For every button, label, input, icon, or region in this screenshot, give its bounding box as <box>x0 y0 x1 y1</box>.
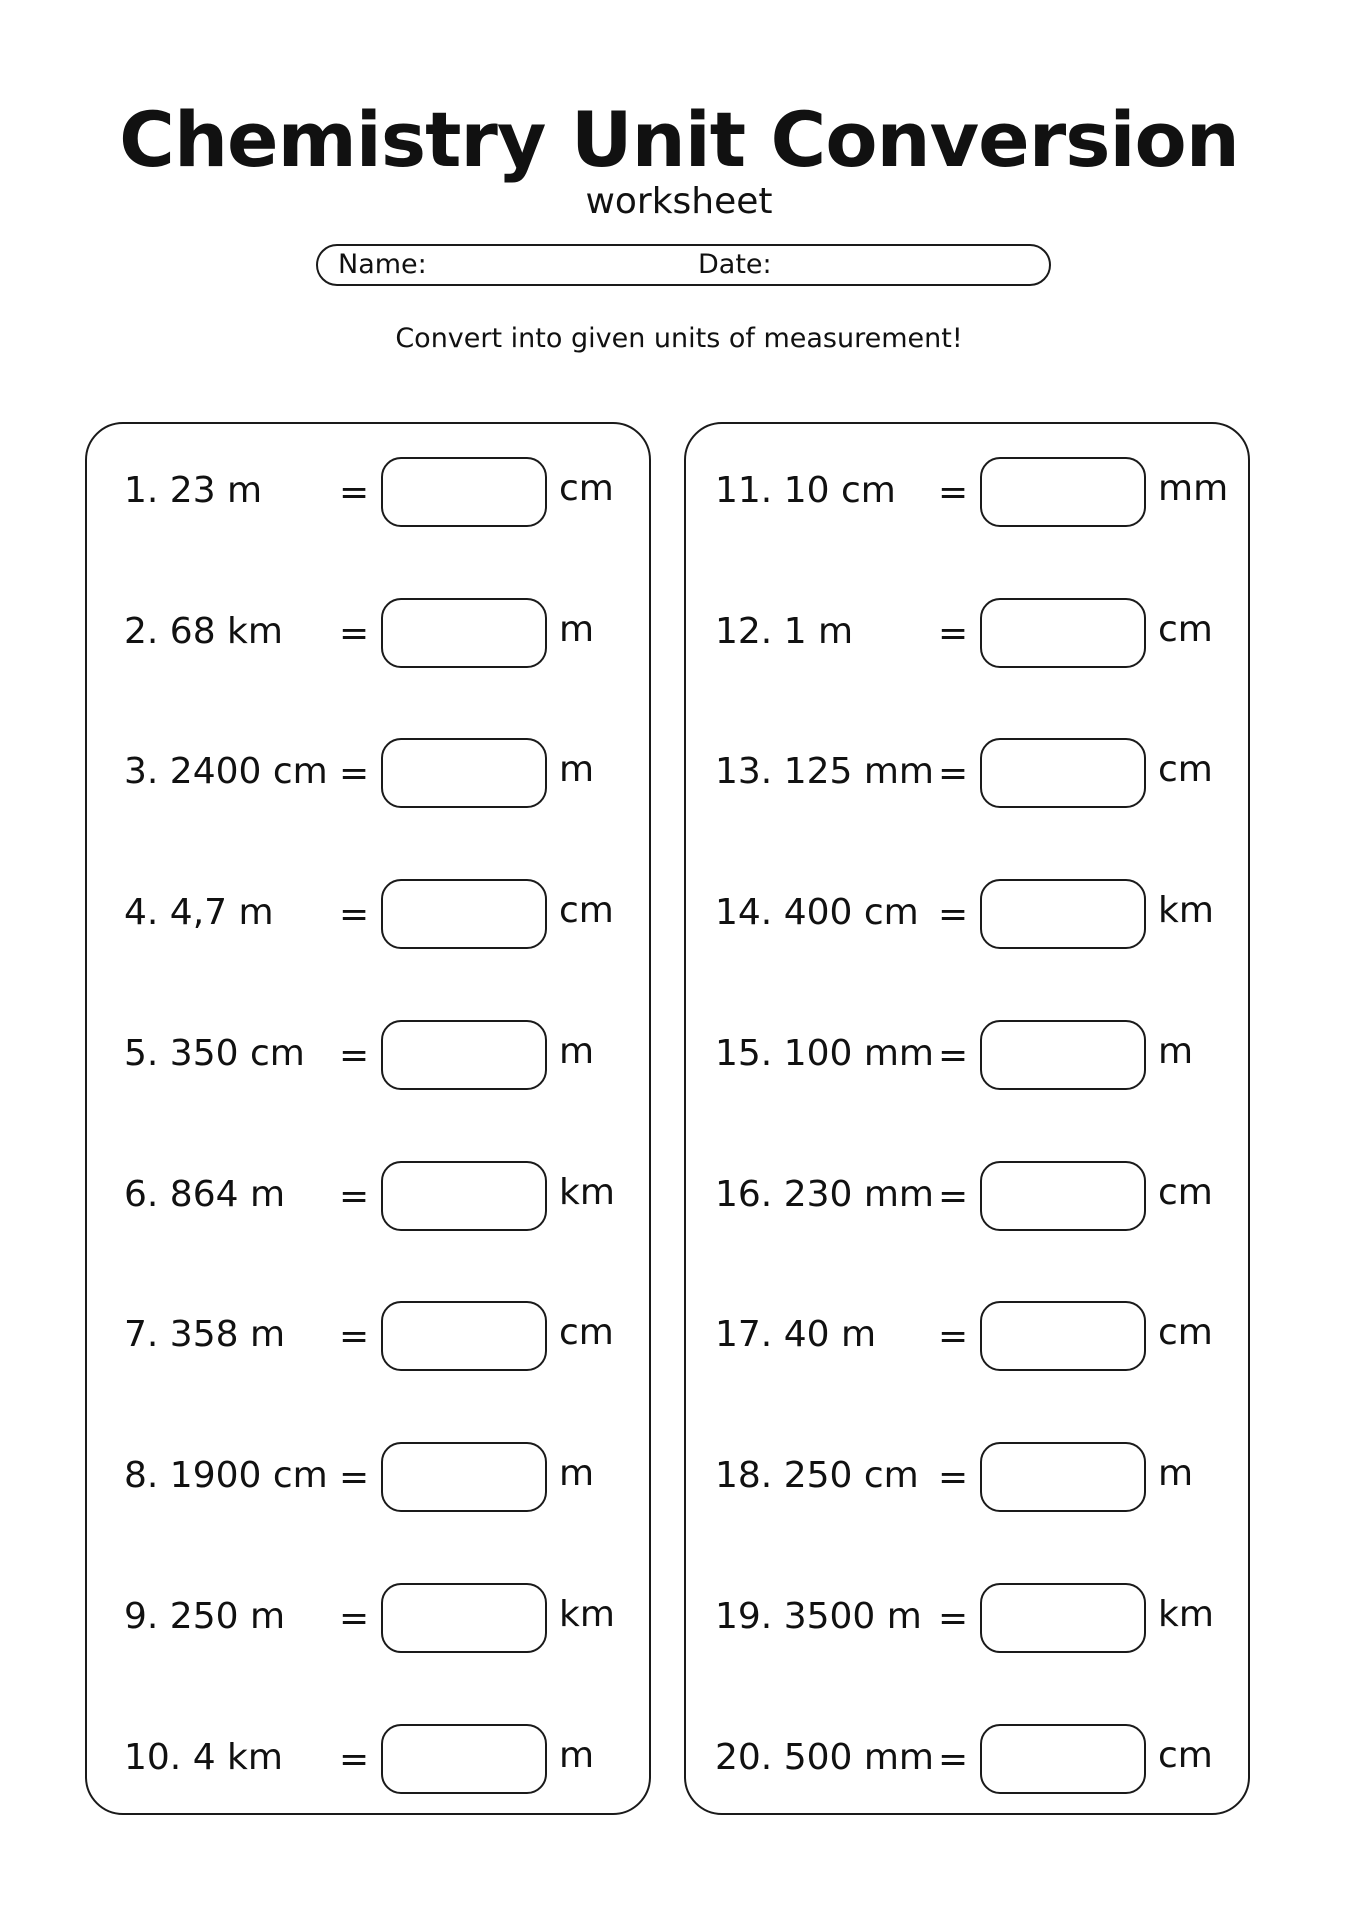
problem-question: 15. 100 mm <box>715 1033 934 1074</box>
target-unit: cm <box>559 468 614 509</box>
target-unit: cm <box>1158 1312 1213 1353</box>
problem-question: 10. 4 km <box>124 1737 283 1778</box>
problem-question: 20. 500 mm <box>715 1737 934 1778</box>
problem-row <box>87 1442 649 1512</box>
equals-sign: = <box>938 1598 969 1639</box>
problem-row <box>686 1583 1248 1653</box>
problem-row <box>686 879 1248 949</box>
answer-box[interactable] <box>381 1724 547 1794</box>
worksheet-title: Chemistry Unit Conversion <box>119 95 1239 184</box>
equals-sign: = <box>339 894 370 935</box>
problem-row <box>87 598 649 668</box>
date-label: Date: <box>698 249 772 280</box>
target-unit: cm <box>1158 1172 1213 1213</box>
answer-box[interactable] <box>980 1020 1146 1090</box>
problem-question: 14. 400 cm <box>715 892 919 933</box>
problem-question: 16. 230 mm <box>715 1174 934 1215</box>
target-unit: cm <box>1158 749 1213 790</box>
problem-question: 12. 1 m <box>715 611 854 652</box>
equals-sign: = <box>339 472 370 513</box>
equals-sign: = <box>938 1035 969 1076</box>
target-unit: mm <box>1158 468 1229 509</box>
answer-box[interactable] <box>381 457 547 527</box>
problem-row <box>87 1301 649 1371</box>
problem-row <box>87 1020 649 1090</box>
equals-sign: = <box>339 1035 370 1076</box>
problem-question: 17. 40 m <box>715 1314 877 1355</box>
problem-question: 1. 23 m <box>124 470 263 511</box>
problem-row <box>686 738 1248 808</box>
equals-sign: = <box>938 1176 969 1217</box>
problem-row <box>686 1161 1248 1231</box>
equals-sign: = <box>339 1316 370 1357</box>
problems-panel-left <box>85 422 651 1815</box>
target-unit: m <box>559 1453 595 1494</box>
equals-sign: = <box>339 1739 370 1780</box>
answer-box[interactable] <box>980 598 1146 668</box>
target-unit: m <box>559 1031 595 1072</box>
answer-box[interactable] <box>980 1724 1146 1794</box>
equals-sign: = <box>938 753 969 794</box>
worksheet-subtitle: worksheet <box>585 181 773 222</box>
answer-box[interactable] <box>381 879 547 949</box>
problem-row <box>686 598 1248 668</box>
problems-panel-right <box>684 422 1250 1815</box>
equals-sign: = <box>938 472 969 513</box>
problem-row <box>87 1583 649 1653</box>
problem-row <box>686 1724 1248 1794</box>
problem-question: 13. 125 mm <box>715 751 934 792</box>
answer-box[interactable] <box>381 1583 547 1653</box>
instruction-text: Convert into given units of measurement! <box>395 323 963 354</box>
problem-question: 19. 3500 m <box>715 1596 922 1637</box>
answer-box[interactable] <box>980 1161 1146 1231</box>
answer-box[interactable] <box>980 1583 1146 1653</box>
problem-question: 5. 350 cm <box>124 1033 305 1074</box>
target-unit: km <box>1158 1594 1214 1635</box>
problem-question: 2. 68 km <box>124 611 283 652</box>
equals-sign: = <box>938 1457 969 1498</box>
problem-row <box>87 1161 649 1231</box>
problem-question: 7. 358 m <box>124 1314 286 1355</box>
problem-question: 8. 1900 cm <box>124 1455 328 1496</box>
answer-box[interactable] <box>980 457 1146 527</box>
target-unit: m <box>559 1735 595 1776</box>
answer-box[interactable] <box>980 738 1146 808</box>
target-unit: m <box>559 749 595 790</box>
problem-question: 3. 2400 cm <box>124 751 328 792</box>
problem-question: 4. 4,7 m <box>124 892 274 933</box>
name-date-bar <box>316 244 1051 286</box>
problem-question: 9. 250 m <box>124 1596 286 1637</box>
target-unit: km <box>559 1172 615 1213</box>
target-unit: cm <box>1158 609 1213 650</box>
problem-question: 18. 250 cm <box>715 1455 919 1496</box>
problem-row <box>686 1301 1248 1371</box>
equals-sign: = <box>938 894 969 935</box>
answer-box[interactable] <box>381 1020 547 1090</box>
equals-sign: = <box>339 1598 370 1639</box>
equals-sign: = <box>339 613 370 654</box>
name-label: Name: <box>338 249 427 280</box>
problem-row <box>87 738 649 808</box>
answer-box[interactable] <box>381 1161 547 1231</box>
target-unit: m <box>559 609 595 650</box>
answer-box[interactable] <box>381 598 547 668</box>
target-unit: cm <box>559 1312 614 1353</box>
problem-row <box>686 1020 1248 1090</box>
problem-row <box>686 457 1248 527</box>
target-unit: km <box>1158 890 1214 931</box>
answer-box[interactable] <box>980 1442 1146 1512</box>
equals-sign: = <box>339 753 370 794</box>
answer-box[interactable] <box>980 1301 1146 1371</box>
equals-sign: = <box>938 613 969 654</box>
problem-row <box>87 879 649 949</box>
problem-row <box>87 1724 649 1794</box>
equals-sign: = <box>938 1316 969 1357</box>
problem-row <box>686 1442 1248 1512</box>
answer-box[interactable] <box>381 1442 547 1512</box>
target-unit: km <box>559 1594 615 1635</box>
answer-box[interactable] <box>381 1301 547 1371</box>
problem-row <box>87 457 649 527</box>
problem-question: 6. 864 m <box>124 1174 286 1215</box>
target-unit: m <box>1158 1031 1194 1072</box>
equals-sign: = <box>339 1457 370 1498</box>
problem-question: 11. 10 cm <box>715 470 896 511</box>
target-unit: cm <box>559 890 614 931</box>
target-unit: cm <box>1158 1735 1213 1776</box>
equals-sign: = <box>339 1176 370 1217</box>
target-unit: m <box>1158 1453 1194 1494</box>
equals-sign: = <box>938 1739 969 1780</box>
answer-box[interactable] <box>381 738 547 808</box>
answer-box[interactable] <box>980 879 1146 949</box>
